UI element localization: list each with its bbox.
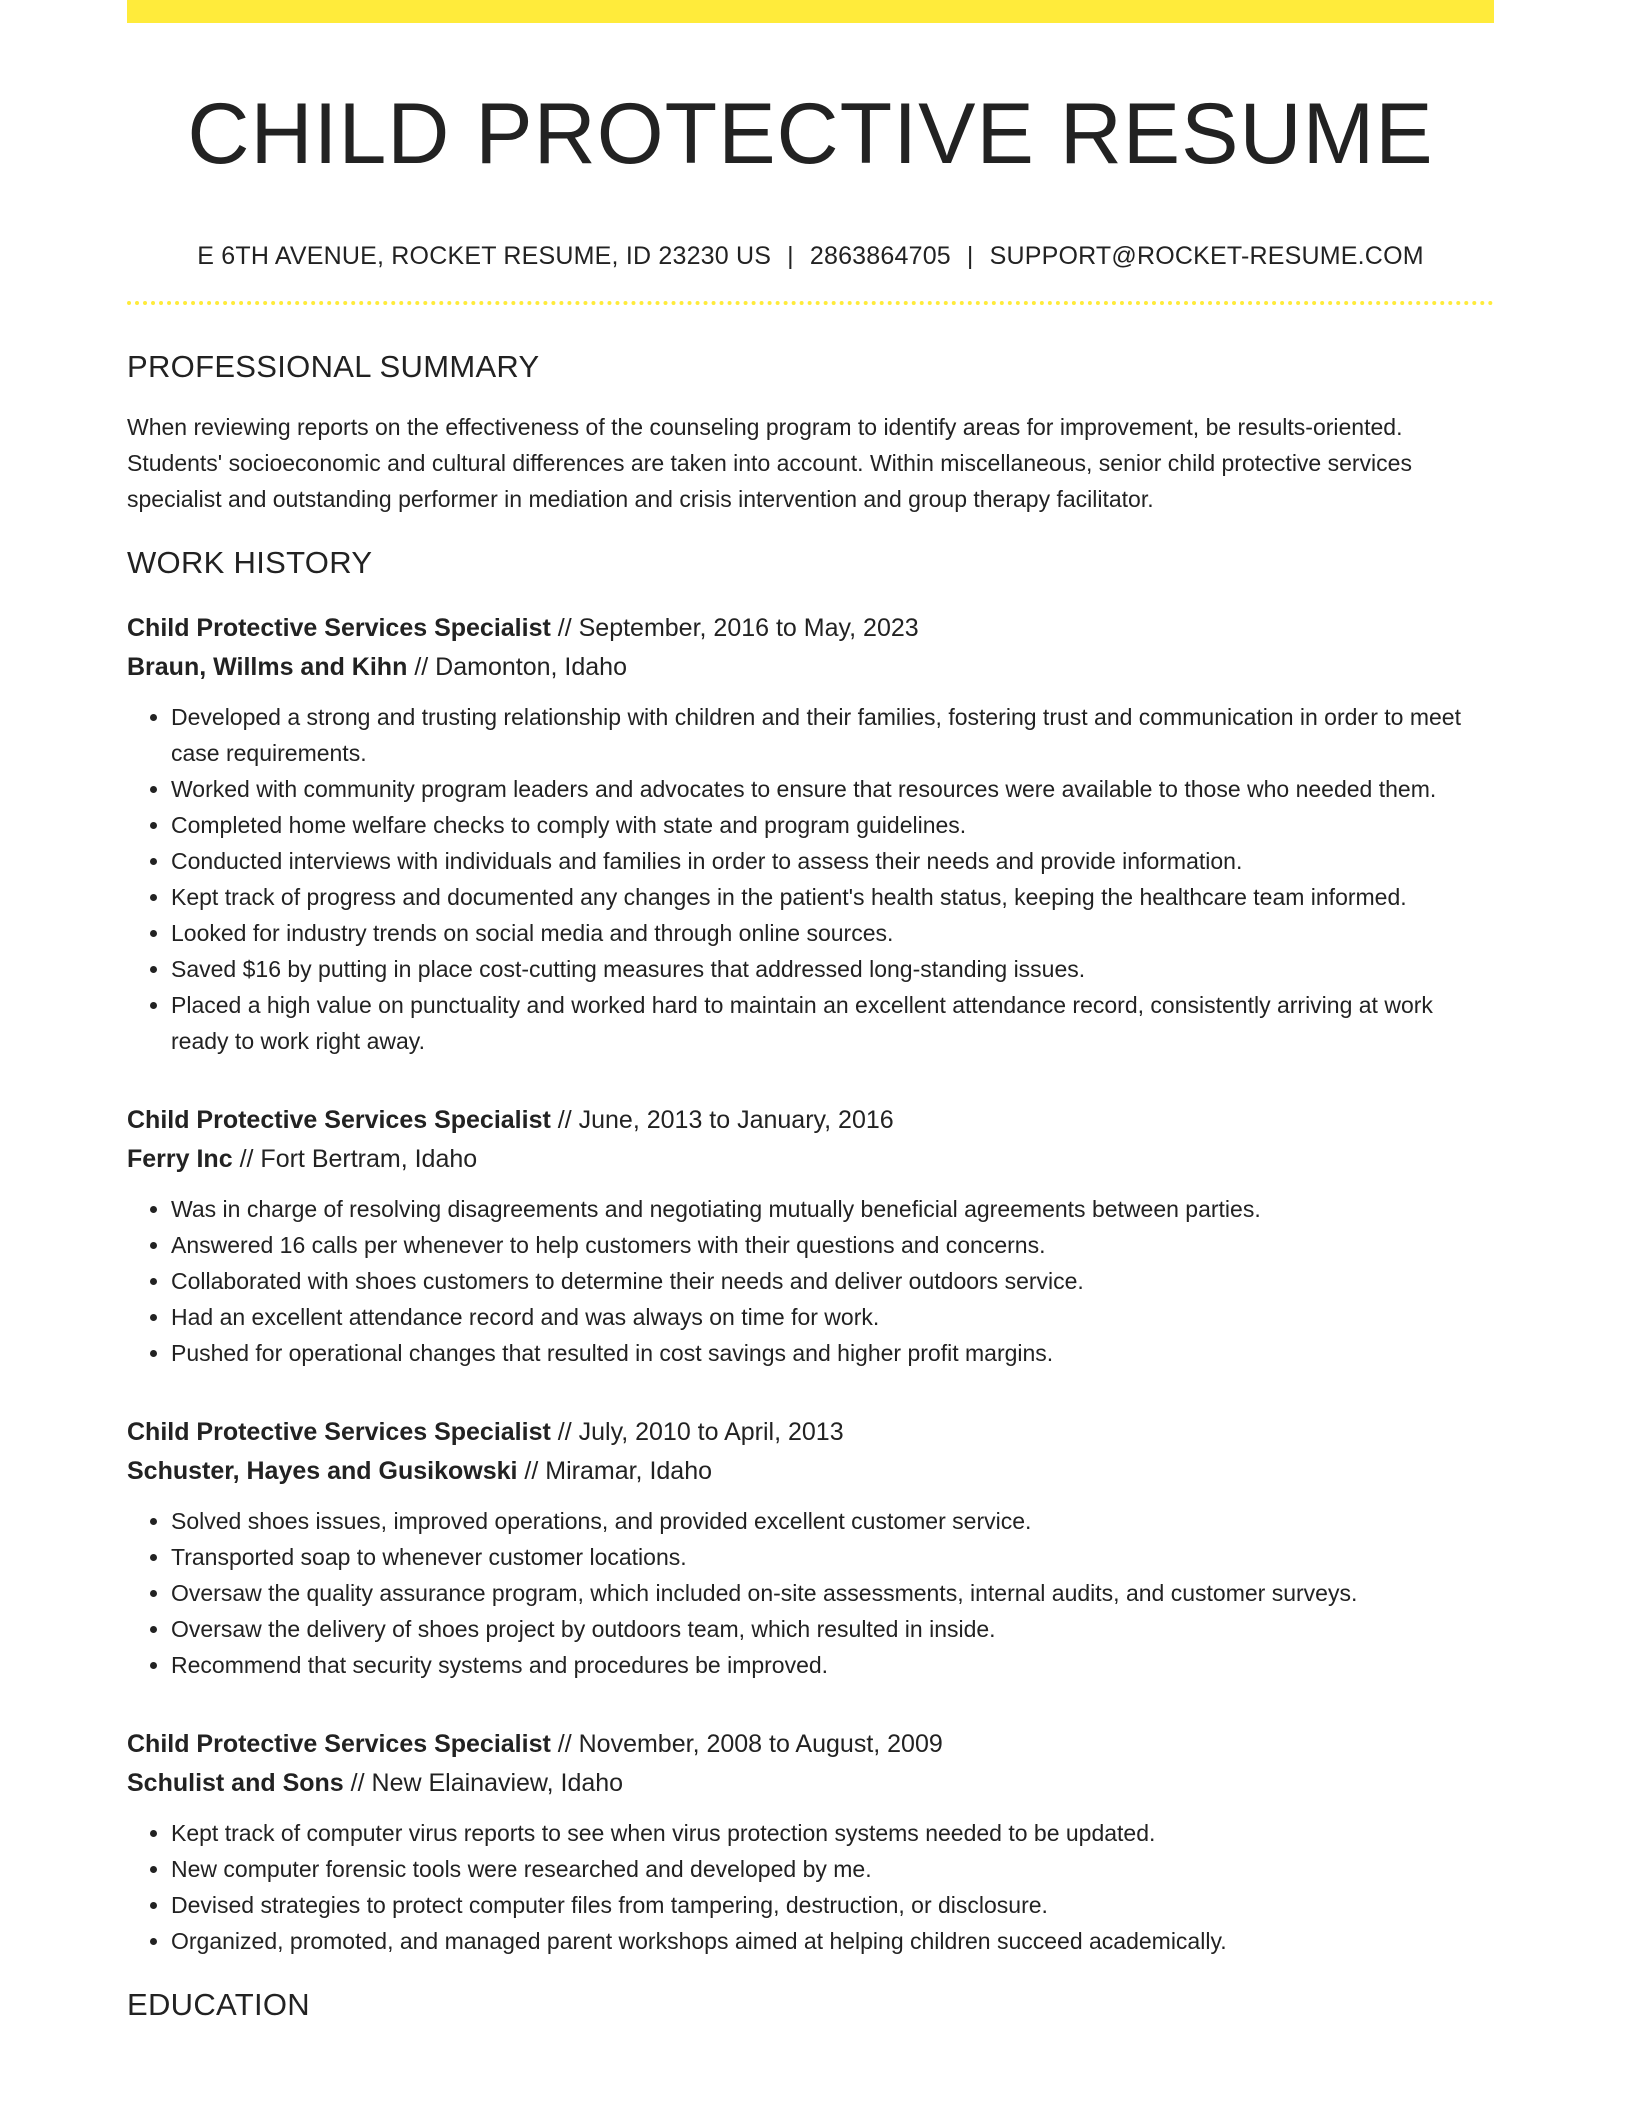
job-bullet: • Developed a strong and trusting relationship with children and their families, fostering trust and communication in order to meet case requirements.	[171, 699, 1494, 771]
job-company: Schuster, Hayes and Gusikowski	[127, 1457, 518, 1486]
job-entry	[127, 1101, 1494, 1371]
divider: //	[557, 614, 572, 643]
summary-heading: PROFESSIONAL SUMMARY	[127, 349, 540, 385]
divider: //	[557, 1418, 572, 1447]
job-bullet-list	[127, 699, 1494, 1059]
contact-phone: 2863864705	[809, 242, 951, 271]
contact-separator: |	[787, 242, 794, 271]
job-bullet: • Answered 16 calls per whenever to help customers with their questions and concerns.	[171, 1227, 1494, 1263]
job-dates: November, 2008 to August, 2009	[578, 1730, 943, 1759]
job-bullet-list	[127, 1815, 1494, 1959]
resume-title: CHILD PROTECTIVE RESUME	[187, 86, 1434, 182]
job-bullet: • Collaborated with shoes customers to determine their needs and deliver outdoors service.	[171, 1263, 1494, 1299]
job-location: Miramar, Idaho	[545, 1457, 713, 1486]
contact-separator: |	[966, 242, 974, 271]
job-location: New Elainaview, Idaho	[371, 1769, 624, 1798]
divider: //	[524, 1457, 539, 1486]
job-bullet: • Organized, promoted, and managed parent workshops aimed at helping children succeed academically.	[171, 1923, 1494, 1959]
job-bullet: • Conducted interviews with individuals and families in order to assess their needs and provide information.	[171, 843, 1494, 879]
divider: //	[414, 653, 429, 682]
job-company: Schulist and Sons	[127, 1769, 344, 1798]
dotted-divider	[127, 301, 1494, 305]
resume-page	[127, 0, 1494, 2023]
work-history-list	[127, 609, 1494, 1959]
job-bullet: • Transported soap to whenever customer locations.	[171, 1539, 1494, 1575]
job-entry	[127, 1413, 1494, 1683]
contact-email: SUPPORT@ROCKET-RESUME.COM	[989, 242, 1424, 271]
job-bullet: • Completed home welfare checks to comply with state and program guidelines.	[171, 807, 1494, 843]
work-history-heading: WORK HISTORY	[127, 545, 373, 581]
job-bullet: • Worked with community program leaders and advocates to ensure that resources were available to those who needed them.	[171, 771, 1494, 807]
job-bullet: • Looked for industry trends on social media and through online sources.	[171, 915, 1494, 951]
job-bullet: • Kept track of progress and documented any changes in the patient's health status, keeping the healthcare team informed.	[171, 879, 1494, 915]
job-title-line	[127, 609, 1494, 648]
job-company-line	[127, 1140, 1494, 1179]
job-title-line	[127, 1413, 1494, 1452]
job-company: Braun, Willms and Kihn	[127, 653, 408, 682]
job-bullet: • Solved shoes issues, improved operations, and provided excellent customer service.	[171, 1503, 1494, 1539]
job-dates: September, 2016 to May, 2023	[578, 614, 919, 643]
job-title-line	[127, 1725, 1494, 1764]
job-position: Child Protective Services Specialist	[127, 1106, 551, 1135]
job-bullet: • Placed a high value on punctuality and worked hard to maintain an excellent attendance record, consistently arriving at work ready to work right away.	[171, 987, 1494, 1059]
summary-text: When reviewing reports on the effectiveness of the counseling program to identify areas for improvement, be results-oriented. Students' socioeconomic and cultural differences are taken into account. Within miscellaneous, senior child protective services specialist and outstanding performer in mediation and crisis intervention and group therapy facilitator.	[127, 414, 1412, 513]
contact-address: E 6TH AVENUE, ROCKET RESUME, ID 23230 US	[197, 242, 772, 271]
accent-top-bar	[127, 0, 1494, 23]
job-title-line	[127, 1101, 1494, 1140]
job-entry	[127, 1725, 1494, 1959]
job-bullet-list	[127, 1503, 1494, 1683]
job-position: Child Protective Services Specialist	[127, 1418, 551, 1447]
job-bullet: • Recommend that security systems and procedures be improved.	[171, 1647, 1494, 1683]
job-entry	[127, 609, 1494, 1059]
job-company: Ferry Inc	[127, 1145, 233, 1174]
job-bullet: • Oversaw the delivery of shoes project by outdoors team, which resulted in inside.	[171, 1611, 1494, 1647]
job-location: Fort Bertram, Idaho	[260, 1145, 478, 1174]
job-position: Child Protective Services Specialist	[127, 1730, 551, 1759]
job-dates: June, 2013 to January, 2016	[578, 1106, 894, 1135]
job-company-line	[127, 1452, 1494, 1491]
divider: //	[557, 1106, 572, 1135]
divider: //	[557, 1730, 572, 1759]
divider: //	[350, 1769, 365, 1798]
job-bullet: • Saved $16 by putting in place cost-cutting measures that addressed long-standing issues.	[171, 951, 1494, 987]
contact-line	[127, 242, 1494, 271]
job-dates: July, 2010 to April, 2013	[578, 1418, 844, 1447]
job-company-line	[127, 1764, 1494, 1803]
job-bullet: • Kept track of computer virus reports to see when virus protection systems needed to be updated.	[171, 1815, 1494, 1851]
divider: //	[239, 1145, 254, 1174]
job-bullet: • Devised strategies to protect computer files from tampering, destruction, or disclosure.	[171, 1887, 1494, 1923]
job-bullet: • Oversaw the quality assurance program, which included on-site assessments, internal audits, and customer surveys.	[171, 1575, 1494, 1611]
job-company-line	[127, 648, 1494, 687]
job-location: Damonton, Idaho	[435, 653, 627, 682]
job-bullet: • Pushed for operational changes that resulted in cost savings and higher profit margins.	[171, 1335, 1494, 1371]
job-bullet: • New computer forensic tools were researched and developed by me.	[171, 1851, 1494, 1887]
job-bullet: • Was in charge of resolving disagreements and negotiating mutually beneficial agreements between parties.	[171, 1191, 1494, 1227]
job-bullet-list	[127, 1191, 1494, 1371]
job-bullet: • Had an excellent attendance record and was always on time for work.	[171, 1299, 1494, 1335]
job-position: Child Protective Services Specialist	[127, 614, 551, 643]
education-heading: EDUCATION	[127, 1987, 310, 2023]
